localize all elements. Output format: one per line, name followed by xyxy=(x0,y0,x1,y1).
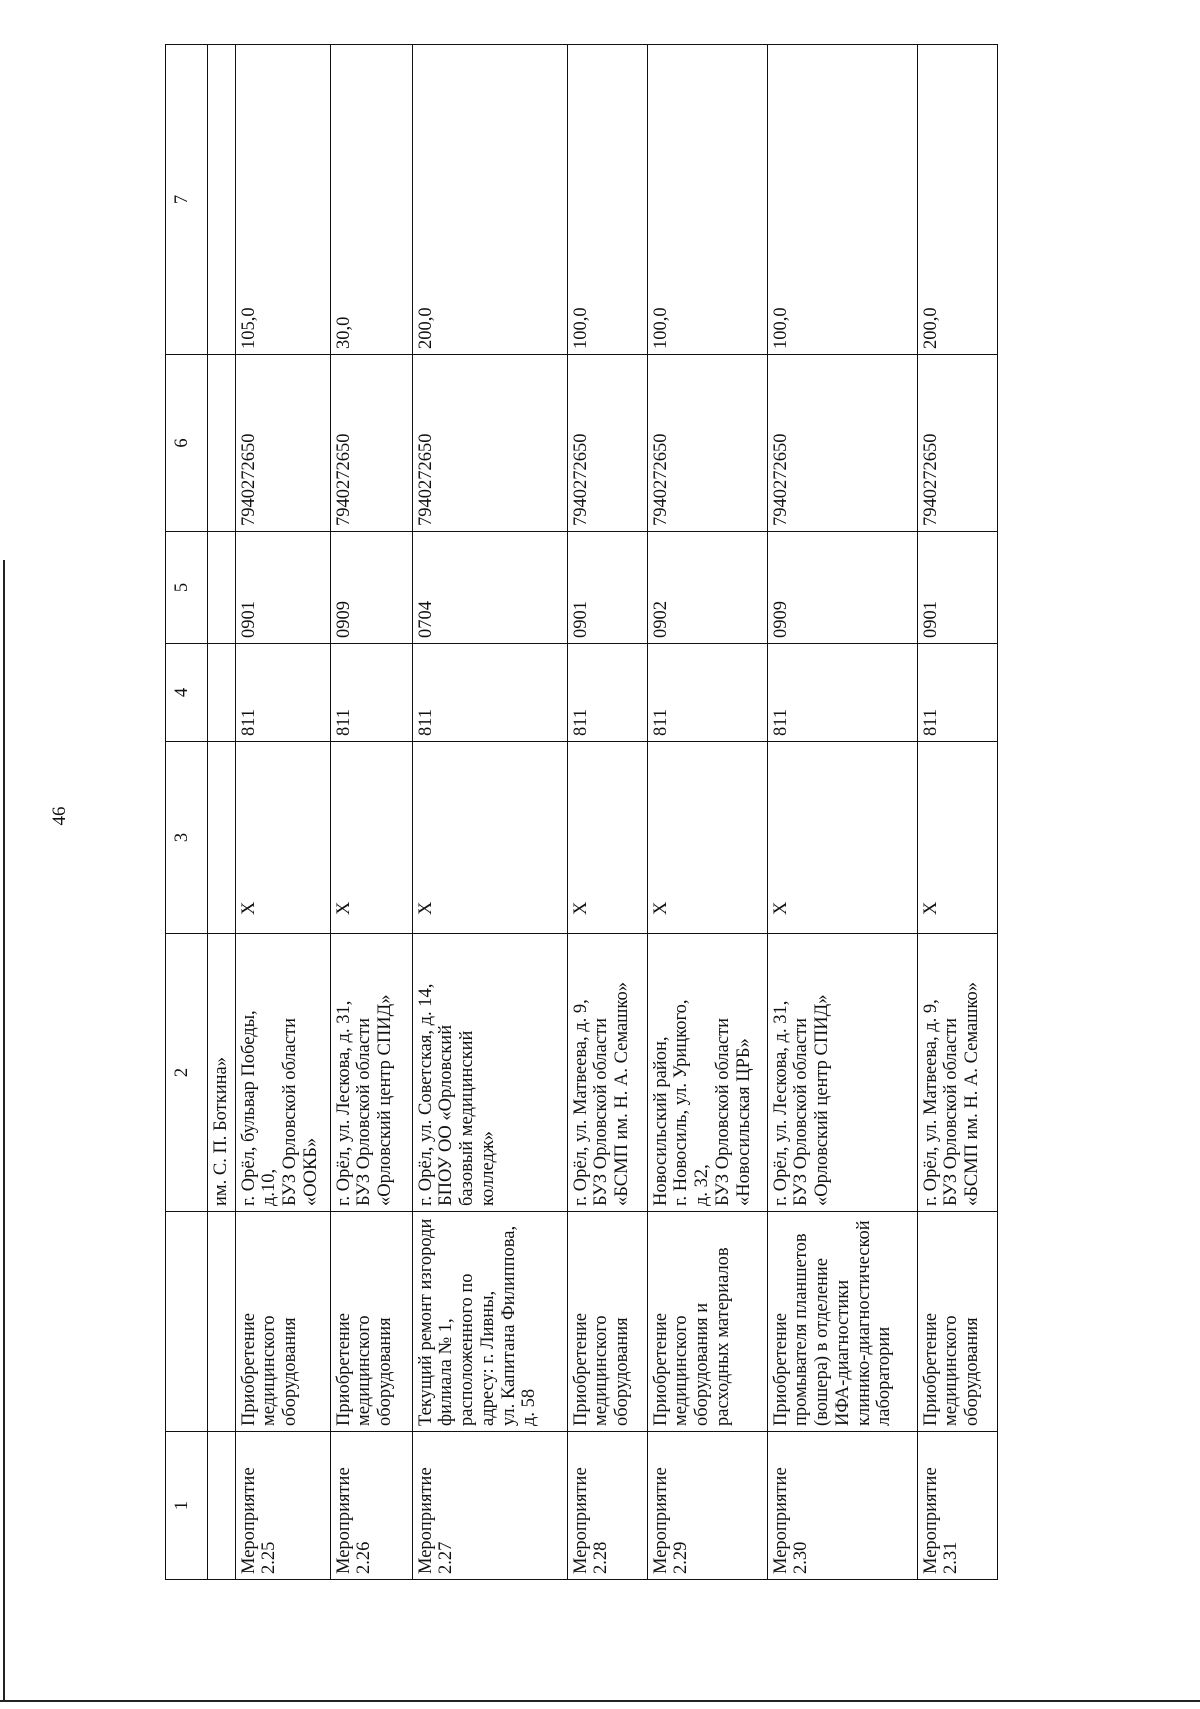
measure-address: г. Орёл, ул. Советская, д. 14, БПОУ ОО «Орловский базовый медицинский колледж» xyxy=(412,934,567,1212)
table-row xyxy=(235,45,330,1580)
table-row xyxy=(412,45,567,1580)
cell-col6: 7940272650 xyxy=(917,355,997,532)
measure-id: Мероприятие 2.31 xyxy=(917,1432,997,1580)
measure-name: Приобретение медицинского оборудования xyxy=(235,1212,330,1432)
cell-col4: 811 xyxy=(235,644,330,742)
cell-col7: 30,0 xyxy=(330,45,412,355)
table-row xyxy=(567,45,647,1580)
header-col-1: 1 xyxy=(166,1432,208,1580)
header-col-name xyxy=(166,1212,208,1432)
measure-id: Мероприятие 2.26 xyxy=(330,1432,412,1580)
cell-col4: 811 xyxy=(767,644,917,742)
cell-col7: 100,0 xyxy=(567,45,647,355)
scan-edge-bottom xyxy=(0,1700,1200,1702)
cell-col4: 811 xyxy=(567,644,647,742)
cell-col5: 0901 xyxy=(567,532,647,644)
measure-name: Текущий ремонт изгороди филиала № 1, расположенного по адресу: г. Ливны, ул. Капитана Филиппова, д. 58 xyxy=(412,1212,567,1432)
cell-col5: 0909 xyxy=(330,532,412,644)
cell-col7: 200,0 xyxy=(917,45,997,355)
cell xyxy=(208,532,236,644)
table-row xyxy=(767,45,917,1580)
cell-col7: 105,0 xyxy=(235,45,330,355)
cell-col5: 0901 xyxy=(917,532,997,644)
header-col-2: 2 xyxy=(166,934,208,1212)
measure-id: Мероприятие 2.25 xyxy=(235,1432,330,1580)
table-header-row xyxy=(166,45,208,1580)
cell-col4: 811 xyxy=(330,644,412,742)
cell-col7: 100,0 xyxy=(767,45,917,355)
cell-col6: 7940272650 xyxy=(412,355,567,532)
measure-address: г. Орёл, ул. Матвеева, д. 9, БУЗ Орловской области «БСМП им. Н. А. Семашко» xyxy=(567,934,647,1212)
cell-col7: 200,0 xyxy=(412,45,567,355)
measure-name: Приобретение медицинского оборудования xyxy=(917,1212,997,1432)
table-row-continuation xyxy=(208,45,236,1580)
measure-id: Мероприятие 2.27 xyxy=(412,1432,567,1580)
table-row xyxy=(330,45,412,1580)
cell xyxy=(208,45,236,355)
cell-col3: Х xyxy=(647,742,767,934)
cell: им. С. П. Боткина» xyxy=(208,934,236,1212)
page-number: 46 xyxy=(49,806,70,826)
scan-edge-left xyxy=(3,560,5,1700)
cell-col3: Х xyxy=(567,742,647,934)
cell xyxy=(208,1432,236,1580)
cell-col3: Х xyxy=(235,742,330,934)
cell-col6: 7940272650 xyxy=(647,355,767,532)
measure-name: Приобретение промывателя планшетов (вошера) в отделение ИФА-диагностики клинико-диагностической лаборатории xyxy=(767,1212,917,1432)
header-col-3: 3 xyxy=(166,742,208,934)
cell-col6: 7940272650 xyxy=(767,355,917,532)
measure-address: г. Орёл, бульвар Победы, д.10, БУЗ Орловской области «ООКБ» xyxy=(235,934,330,1212)
cell xyxy=(208,1212,236,1432)
cell-col4: 811 xyxy=(647,644,767,742)
table-row xyxy=(917,45,997,1580)
cell-col5: 0902 xyxy=(647,532,767,644)
cell-col4: 811 xyxy=(412,644,567,742)
measure-name: Приобретение медицинского оборудования и расходных материалов xyxy=(647,1212,767,1432)
header-col-6: 6 xyxy=(166,355,208,532)
cell-col5: 0909 xyxy=(767,532,917,644)
measure-id: Мероприятие 2.30 xyxy=(767,1432,917,1580)
measure-name: Приобретение медицинского оборудования xyxy=(330,1212,412,1432)
cell-col3: Х xyxy=(412,742,567,934)
header-col-5: 5 xyxy=(166,532,208,644)
measure-address: г. Орёл, ул. Лескова, д. 31, БУЗ Орловской области «Орловский центр СПИД» xyxy=(767,934,917,1212)
table-row xyxy=(647,45,767,1580)
header-col-4: 4 xyxy=(166,644,208,742)
cell-col5: 0704 xyxy=(412,532,567,644)
cell-col6: 7940272650 xyxy=(330,355,412,532)
cell-col4: 811 xyxy=(917,644,997,742)
cell xyxy=(208,644,236,742)
cell-col7: 100,0 xyxy=(647,45,767,355)
cell-col6: 7940272650 xyxy=(567,355,647,532)
cell-col5: 0901 xyxy=(235,532,330,644)
cell xyxy=(208,742,236,934)
table-container xyxy=(165,45,1085,1580)
cell-col3: Х xyxy=(767,742,917,934)
measure-name: Приобретение медицинского оборудования xyxy=(567,1212,647,1432)
measure-address: г. Орёл, ул. Матвеева, д. 9, БУЗ Орловской области «БСМП им. Н. А. Семашко» xyxy=(917,934,997,1212)
cell-col3: Х xyxy=(917,742,997,934)
measures-table xyxy=(165,44,998,1580)
measure-id: Мероприятие 2.29 xyxy=(647,1432,767,1580)
cell xyxy=(208,355,236,532)
measure-address: Новосильский район, г. Новосиль, ул. Урицкого, д. 32, БУЗ Орловской области «Новосильская ЦРБ» xyxy=(647,934,767,1212)
cell-col3: Х xyxy=(330,742,412,934)
measure-address: г. Орёл, ул. Лескова, д. 31, БУЗ Орловской области «Орловский центр СПИД» xyxy=(330,934,412,1212)
measure-id: Мероприятие 2.28 xyxy=(567,1432,647,1580)
cell-col6: 7940272650 xyxy=(235,355,330,532)
header-col-7: 7 xyxy=(166,45,208,355)
